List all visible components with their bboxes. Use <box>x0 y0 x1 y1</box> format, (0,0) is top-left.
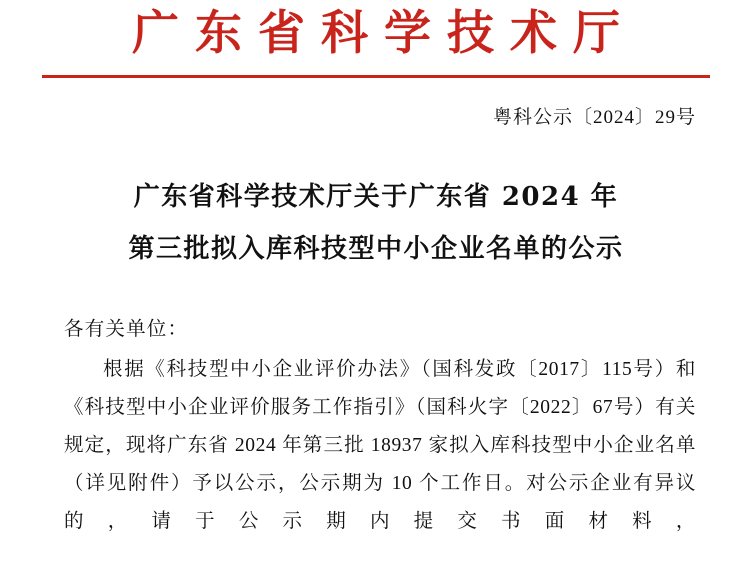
document-title-line-2: 第三批拟入库科技型中小企业名单的公示 <box>128 233 624 264</box>
document-masthead <box>42 0 710 78</box>
masthead-divider-rule <box>42 75 710 78</box>
document-title-line-1: 广东省科学技术厅关于广东省 2024 年 <box>133 181 619 212</box>
document-number-row <box>42 102 710 129</box>
body-paragraph-1: 根据《科技型中小企业评价办法》（国科发政〔2017〕115号）和《科技型中小企业评价服务工作指引》（国科火字〔2022〕67号）有关规定，现将广东省 2024 年第三批 18937 家拟入库科技型中小企业名单（详见附件）予以公示，公示期为 10 个工作日。对公示企业有异议的，请于公示期内提交书面材料， <box>64 358 696 532</box>
document-title <box>42 171 710 275</box>
issuing-organization-title: 广东省科学技术厅 <box>132 6 636 61</box>
salutation: 各有关单位： <box>64 318 189 340</box>
document-body <box>42 311 710 541</box>
document-number: 粤科公示〔2024〕29号 <box>492 106 696 128</box>
